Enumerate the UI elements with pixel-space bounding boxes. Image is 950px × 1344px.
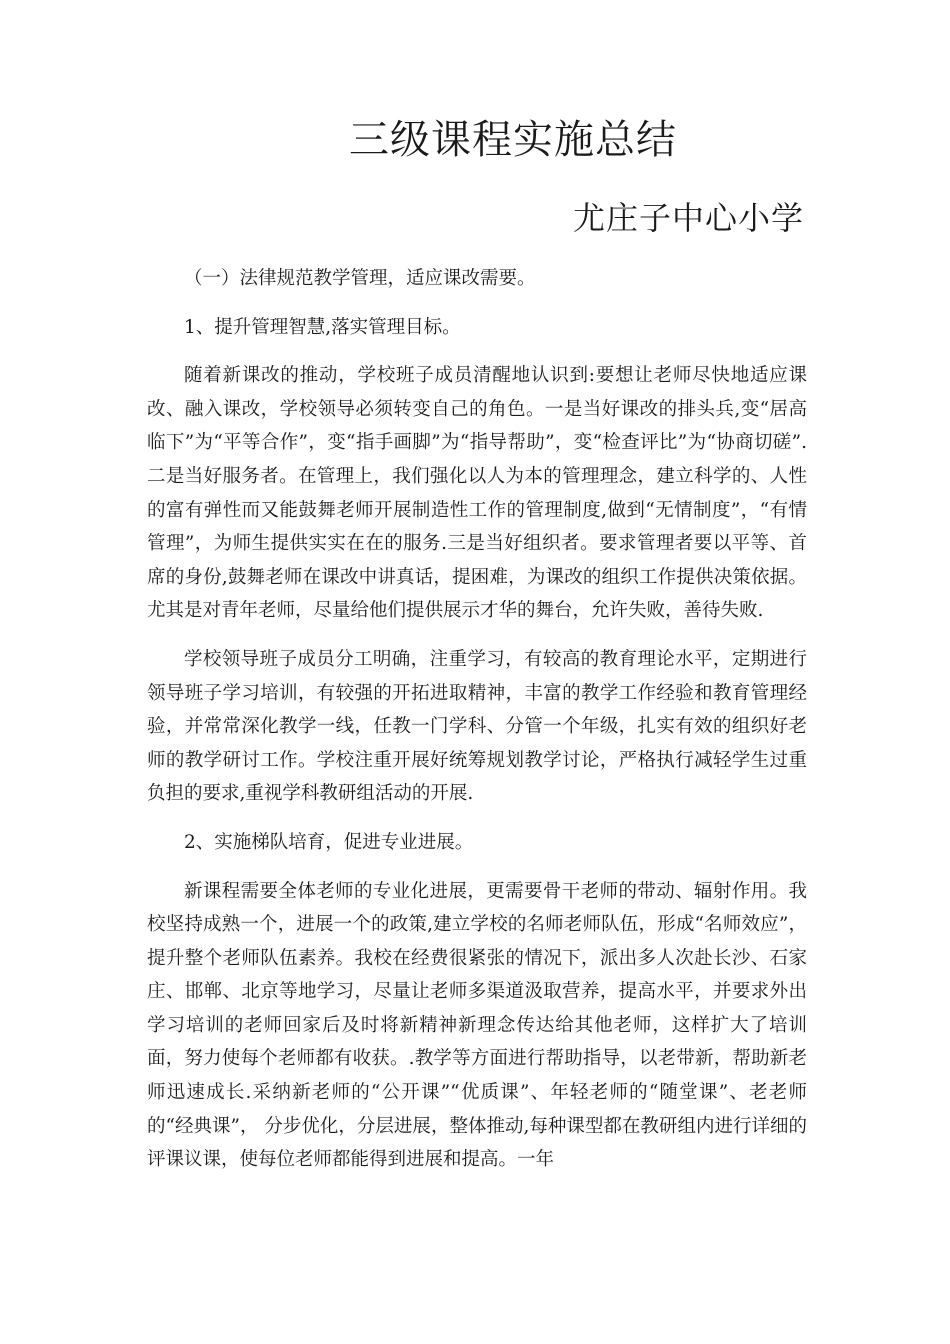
school-name: 尤庄子中心小学 — [572, 199, 804, 237]
body-paragraph: 新课程需要全体老师的专业化进展，更需要骨干老师的带动、辐射作用。我校坚持成熟一个，进展一个的政策,建立学校的名师老师队伍，形成“名师效应”，提升整个老师队伍素养。我校在经费很紧张的情况下，派出多人次赴长沙、石家庄、邯郸、北京等地学习，尽量让老师多渠道汲取营养，提高水平，并要求外出学习培训的老师回家后及时将新精神新理念传达给其他老师，这样扩大了培训面，努力使每个老师都有收获。.教学等方面进行帮助指导，以老带新，帮助新老师迅速成长.采纳新老师的“公开课”“优质课”、年轻老师的“随堂课”、老老师的“经典课”， 分步优化，分层进展，整体推动,每种课型都在教研组内进行详细的评课议课，使每位老师都能得到进展和提高。一年 — [147, 880, 807, 1171]
document-title: 三级课程实施总结 — [349, 117, 677, 163]
section-heading: （一）法律规范教学管理，适应课改需要。 — [184, 268, 536, 289]
subsection-heading: 2、实施梯队培育，促进专业进展。 — [184, 831, 474, 853]
document-body — [147, 262, 807, 1177]
subsection-heading: 1、提升管理智慧,落实管理目标。 — [184, 316, 461, 338]
body-paragraph: 学校领导班子成员分工明确，注重学习，有较高的教育理论水平，定期进行领导班子学习培训，有较强的开拓进取精神，丰富的教学工作经验和教育管理经验，并常常深化教学一线，任教一门学科、分管一个年级，扎实有效的组织好老师的教学研讨工作。学校注重开展好统筹规划教学讨论，严格执行减轻学生过重负担的要求,重视学科教研组活动的开展. — [147, 648, 807, 805]
body-paragraph: 随着新课改的推动，学校班子成员清醒地认识到:要想让老师尽快地适应课改、融入课改，学校领导必须转变自己的角色。一是当好课改的排头兵,变“居高临下”为“平等合作”，变“指手画脚”为“指导帮助”，变“检查评比”为“协商切磋”.二是当好服务者。在管理上，我们强化以人为本的管理理念，建立科学的、人性的富有弹性而又能鼓舞老师开展制造性工作的管理制度,做到“无情制度”，“有情管理”，为师生提供实实在在的服务.三是当好组织者。要求管理者要以平等、首席的身份,鼓舞老师在课改中讲真话，提困难，为课改的组织工作提供决策依据。尤其是对青年老师，尽量给他们提供展示才华的舞台，允许失败，善待失败. — [147, 365, 807, 622]
